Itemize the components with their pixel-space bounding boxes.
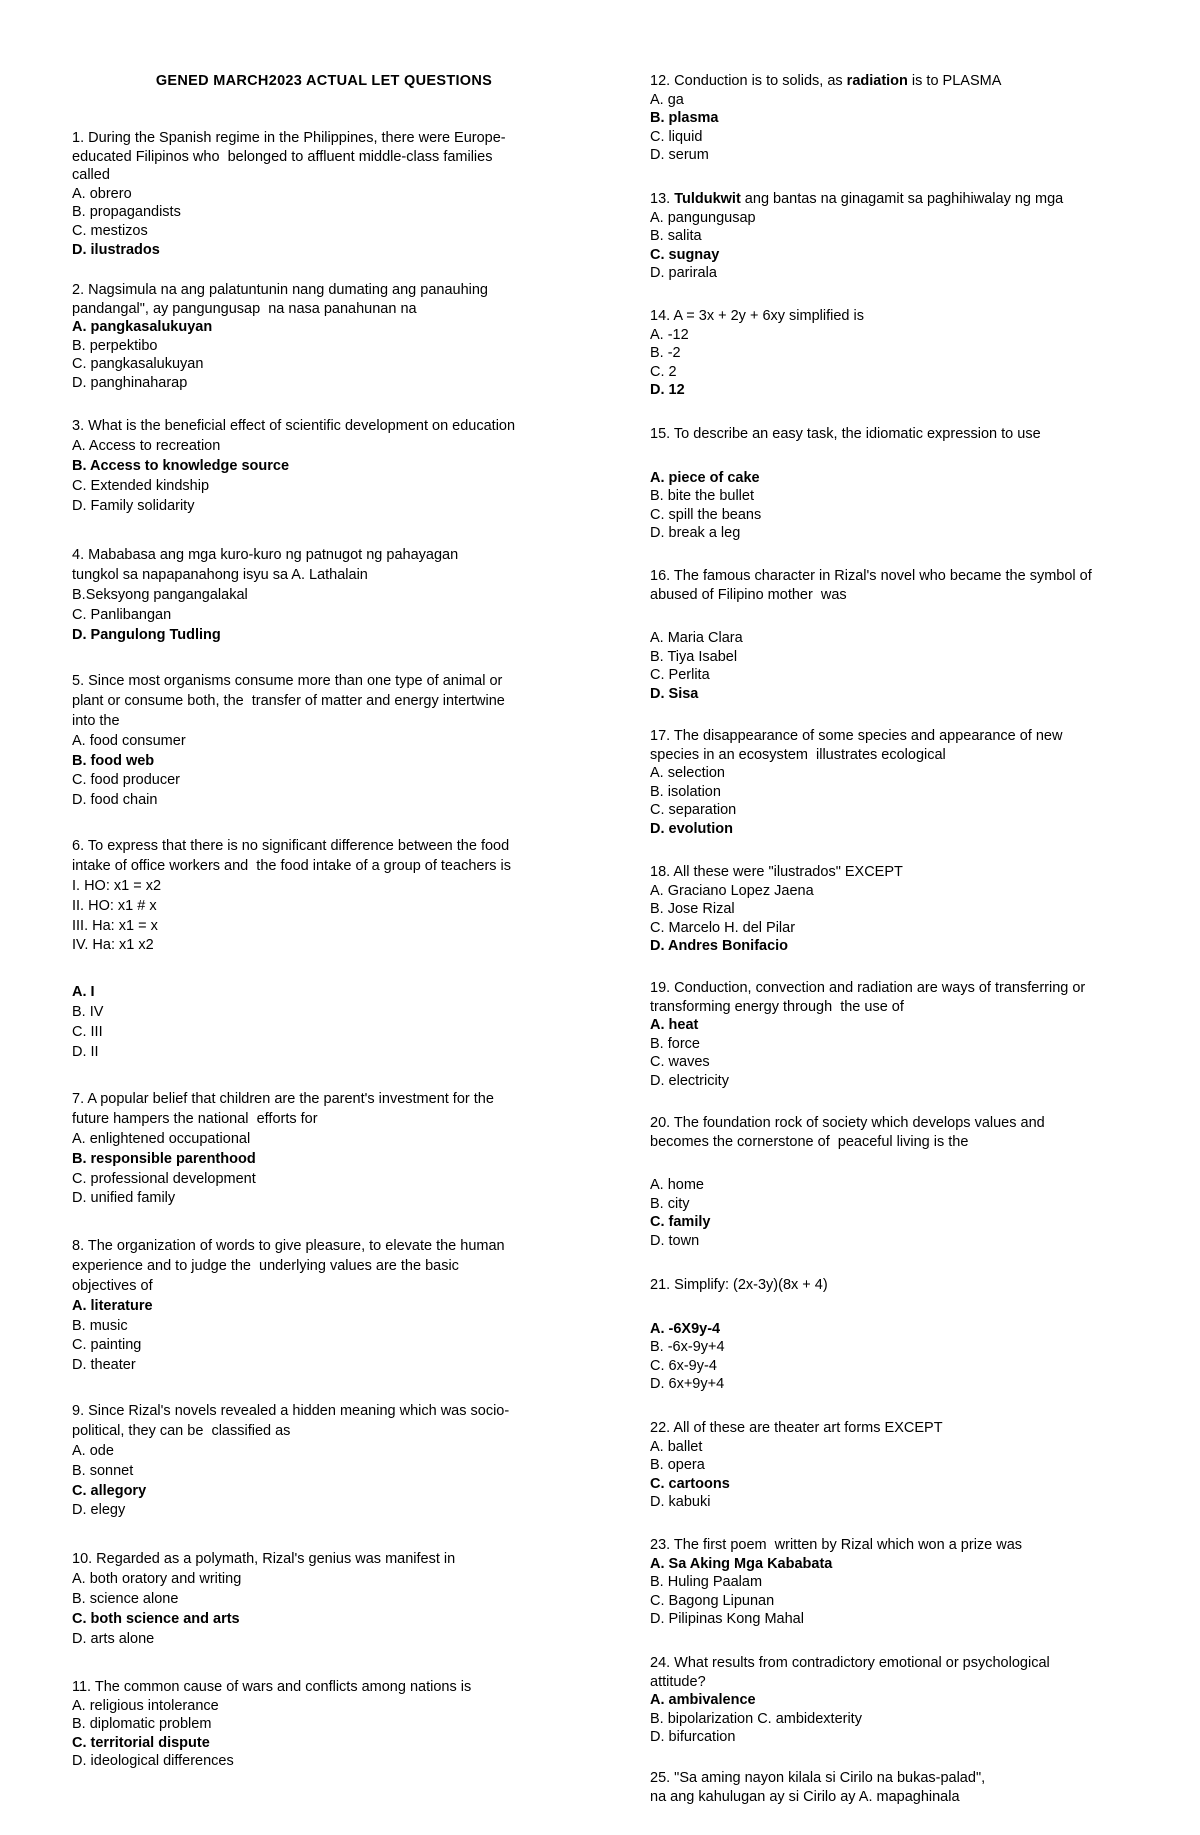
question-stem: 25. "Sa aming nayon kilala si Cirilo na bukas-palad", <box>650 1770 986 1786</box>
question-stem: attitude? <box>650 1673 706 1690</box>
option-b: B. -2 <box>650 345 681 361</box>
blank-line <box>650 1295 828 1320</box>
option-d: D. 6x+9y+4 <box>650 1376 725 1392</box>
option-a: A. enlightened occupational <box>72 1130 251 1147</box>
question-1 <box>72 129 506 259</box>
question-stem: 19. Conduction, convection and radiation are ways of transferring or <box>650 980 1086 996</box>
question-stem: 11. The common cause of wars and conflicts among nations is <box>72 1679 472 1695</box>
option-a: A. heat <box>650 1017 699 1033</box>
option-c: C. cartoons <box>650 1475 730 1492</box>
option-a: A. Maria Clara <box>650 630 743 646</box>
question-stem <box>650 72 1001 91</box>
question-9 <box>72 1402 509 1521</box>
option-c: C. Bagong Lipunan <box>650 1592 775 1609</box>
question-stem: 5. Since most organisms consume more than one type of animal or <box>72 673 503 689</box>
question-24 <box>650 1654 1050 1747</box>
option-b: B. diplomatic problem <box>72 1716 212 1733</box>
question-3 <box>72 417 515 516</box>
option-c: C. Marcelo H. del Pilar <box>650 919 796 936</box>
question-stem: 3. What is the beneficial effect of scientific development on education <box>72 418 516 434</box>
question-19 <box>650 979 1085 1090</box>
question-stem: educated Filipinos who belonged to affluent middle-class families <box>72 148 493 165</box>
option-c: C. Perlita <box>650 667 710 683</box>
question-stem: called <box>72 167 110 184</box>
option-d: D. theater <box>72 1357 136 1374</box>
option-c: C. professional development <box>72 1170 256 1187</box>
blank-line <box>650 444 1041 469</box>
option-c: C. 6x-9y-4 <box>650 1357 717 1374</box>
option-d: D. ideological differences <box>72 1753 234 1770</box>
option-b: B. force <box>650 1035 700 1052</box>
option-c: C. separation <box>650 802 737 818</box>
question-stem: 1. During the Spanish regime in the Philippines, there were Europe- <box>72 130 506 146</box>
stem-text: ang bantas na ginagamit sa paghihiwalay ng mga <box>740 191 1064 207</box>
option-b: B. music <box>72 1317 128 1334</box>
question-12 <box>650 72 1001 165</box>
option-c: C. Panlibangan <box>72 606 172 623</box>
option-b: B. sonnet <box>72 1462 134 1479</box>
option-a: A. pangkasalukuyan <box>72 319 213 336</box>
option-c: C. 2 <box>650 363 677 380</box>
option-a: A. Access to recreation <box>72 437 221 454</box>
question-4 <box>72 546 458 645</box>
option-d: D. Andres Bonifacio <box>650 938 789 954</box>
question-18 <box>650 863 903 956</box>
option-c: C. territorial dispute <box>72 1734 210 1751</box>
question-stem: 14. A = 3x + 2y + 6xy simplified is <box>650 308 864 324</box>
question-6 <box>72 837 511 1063</box>
statement-iii: III. Ha: x1 = x <box>72 917 158 934</box>
option-d: D. Pangulong Tudling <box>72 626 221 643</box>
option-b: B. opera <box>650 1457 705 1473</box>
option-a: A. -12 <box>650 326 689 343</box>
option-a: A. ga <box>650 91 684 108</box>
option-c: C. spill the beans <box>650 506 762 523</box>
option-a: A. ambivalence <box>650 1692 756 1708</box>
question-15 <box>650 425 1041 543</box>
option-c: C. both science and arts <box>72 1610 240 1627</box>
question-22 <box>650 1419 943 1512</box>
question-stem: future hampers the national efforts for <box>72 1110 318 1127</box>
option-b: B. Jose Rizal <box>650 901 735 917</box>
option-b: B. science alone <box>72 1590 179 1607</box>
question-stem: intake of office workers and the food intake of a group of teachers is <box>72 857 512 874</box>
option-b: B. salita <box>650 228 702 244</box>
option-d: D. 12 <box>650 382 685 398</box>
option-d: D. Sisa <box>650 685 699 702</box>
question-25 <box>650 1769 985 1806</box>
blank-line <box>72 956 511 983</box>
question-stem: 24. What results from contradictory emotional or psychological <box>650 1655 1050 1671</box>
option-d: D. electricity <box>650 1072 729 1089</box>
question-21 <box>650 1276 828 1394</box>
question-stem: into the <box>72 712 120 729</box>
option-b: B. city <box>650 1195 690 1212</box>
question-stem: 18. All these were "ilustrados" EXCEPT <box>650 864 903 880</box>
option-d: D. unified family <box>72 1190 176 1207</box>
question-10 <box>72 1550 455 1649</box>
question-stem: 17. The disappearance of some species and appearance of new <box>650 728 1063 744</box>
option-c: C. food producer <box>72 772 181 789</box>
statement-ii: II. HO: x1 # x <box>72 897 157 914</box>
option-b: B. IV <box>72 1004 104 1021</box>
option-d: D. elegy <box>72 1502 126 1519</box>
option-b: B. plasma <box>650 110 719 126</box>
question-stem: species in an ecosystem illustrates ecological <box>650 746 946 763</box>
option-a: A. Graciano Lopez Jaena <box>650 882 814 899</box>
option-c: C. sugnay <box>650 246 720 263</box>
option-d: D. ilustrados <box>72 241 160 258</box>
option-d: D. arts alone <box>72 1630 155 1647</box>
option-c: C. III <box>72 1024 103 1041</box>
question-stem: tungkol sa napapanahong isyu sa A. Lathalain <box>72 566 368 583</box>
option-b-c: B. bipolarization C. ambidexterity <box>650 1710 862 1727</box>
option-d: D. kabuki <box>650 1494 711 1510</box>
question-23 <box>650 1536 1022 1629</box>
blank-line <box>650 604 1092 629</box>
option-c: C. pangkasalukuyan <box>72 356 204 373</box>
question-stem: 10. Regarded as a polymath, Rizal's genius was manifest in <box>72 1551 456 1567</box>
question-stem: political, they can be classified as <box>72 1422 291 1439</box>
option-a: A. -6X9y-4 <box>650 1320 721 1337</box>
option-b: B. Tiya Isabel <box>650 648 738 665</box>
statement-iv: IV. Ha: x1 x2 <box>72 937 154 954</box>
question-stem: 15. To describe an easy task, the idiomatic expression to use <box>650 426 1041 442</box>
option-c: C. family <box>650 1214 711 1230</box>
question-stem <box>650 190 1063 209</box>
option-d: D. bifurcation <box>650 1729 736 1745</box>
option-a: A. ballet <box>650 1438 703 1455</box>
question-13 <box>650 190 1063 283</box>
question-stem: experience and to judge the underlying values are the basic <box>72 1257 459 1274</box>
option-a: A. pangungusap <box>650 209 756 226</box>
option-a: A. literature <box>72 1297 153 1314</box>
stem-text: 13. <box>650 191 675 207</box>
option-d: D. town <box>650 1232 700 1249</box>
question-7 <box>72 1090 494 1209</box>
option-a: A. home <box>650 1177 704 1193</box>
option-d: D. food chain <box>72 792 158 809</box>
question-8 <box>72 1237 505 1376</box>
option-b: B. bite the bullet <box>650 488 754 504</box>
option-c: C. waves <box>650 1054 710 1070</box>
stem-text: 12. Conduction is to solids, as <box>650 73 847 89</box>
question-14 <box>650 307 864 400</box>
option-c: C. allegory <box>72 1482 147 1499</box>
option-d: D. evolution <box>650 820 733 837</box>
option-b: B. Huling Paalam <box>650 1574 763 1590</box>
option-c: C. mestizos <box>72 222 148 239</box>
option-d: D. parirala <box>650 265 717 281</box>
option-a: A. religious intolerance <box>72 1697 219 1714</box>
question-17 <box>650 727 1062 838</box>
option-b: B. -6x-9y+4 <box>650 1339 725 1355</box>
option-b: B. food web <box>72 752 155 769</box>
stem-emphasis: radiation <box>846 73 908 89</box>
question-20 <box>650 1114 1045 1250</box>
question-stem: abused of Filipino mother was <box>650 586 847 603</box>
option-c: C. Extended kindship <box>72 477 210 494</box>
option-c: C. liquid <box>650 128 703 145</box>
stem-text: is to PLASMA <box>907 73 1002 89</box>
option-a: A. food consumer <box>72 732 186 749</box>
question-5 <box>72 672 505 811</box>
question-stem: 20. The foundation rock of society which develops values and <box>650 1115 1045 1131</box>
question-stem: na ang kahulugan ay si Cirilo ay A. mapaghinala <box>650 1788 960 1805</box>
option-c: C. painting <box>72 1337 142 1354</box>
option-d: D. panghinaharap <box>72 374 188 391</box>
question-stem: transforming energy through the use of <box>650 998 904 1015</box>
option-b: B. propagandists <box>72 204 181 221</box>
option-a: A. Sa Aking Mga Kababata <box>650 1555 833 1572</box>
question-stem: 23. The first poem written by Rizal which won a prize was <box>650 1537 1023 1553</box>
option-a: A. obrero <box>72 185 132 202</box>
document-title: GENED MARCH2023 ACTUAL LET QUESTIONS <box>155 73 493 89</box>
question-2 <box>72 281 488 393</box>
statement-i: I. HO: x1 = x2 <box>72 877 162 894</box>
question-stem: plant or consume both, the transfer of matter and energy intertwine <box>72 692 505 709</box>
question-stem: objectives of <box>72 1277 153 1294</box>
question-16 <box>650 567 1092 703</box>
option-b: B.Seksyong pangangalakal <box>72 586 248 603</box>
blank-line <box>650 1151 1045 1176</box>
option-b: B. Access to knowledge source <box>72 457 290 474</box>
option-a: A. piece of cake <box>650 469 760 486</box>
question-stem: 21. Simplify: (2x-3y)(8x + 4) <box>650 1277 828 1293</box>
question-stem: 22. All of these are theater art forms EXCEPT <box>650 1420 943 1436</box>
option-b: B. isolation <box>650 783 721 800</box>
question-stem: 9. Since Rizal's novels revealed a hidden meaning which was socio- <box>72 1403 510 1419</box>
option-b: B. perpektibo <box>72 337 158 354</box>
question-stem: 4. Mababasa ang mga kuro-kuro ng patnugot ng pahayagan <box>72 547 459 563</box>
question-stem: 7. A popular belief that children are the parent's investment for the <box>72 1091 494 1107</box>
option-d: D. Pilipinas Kong Mahal <box>650 1611 804 1627</box>
option-d: D. Family solidarity <box>72 497 195 514</box>
option-a: A. both oratory and writing <box>72 1570 242 1587</box>
question-stem: 8. The organization of words to give pleasure, to elevate the human <box>72 1238 505 1254</box>
option-d: D. serum <box>650 147 709 163</box>
option-a: A. I <box>72 984 95 1001</box>
option-d: D. break a leg <box>650 525 741 541</box>
option-d: D. II <box>72 1044 99 1061</box>
question-stem: becomes the cornerstone of peaceful living is the <box>650 1133 969 1150</box>
option-b: B. responsible parenthood <box>72 1150 256 1167</box>
stem-emphasis: Tuldukwit <box>674 191 741 207</box>
question-stem: pandangal", ay pangungusap na nasa panahunan na <box>72 300 417 317</box>
question-stem: 6. To express that there is no significant difference between the food <box>72 838 510 854</box>
option-a: A. selection <box>650 765 725 781</box>
question-stem: 16. The famous character in Rizal's novel who became the symbol of <box>650 568 1092 584</box>
question-11 <box>72 1678 471 1771</box>
option-a: A. ode <box>72 1442 114 1459</box>
question-stem: 2. Nagsimula na ang palatuntunin nang dumating ang panauhing <box>72 282 488 298</box>
